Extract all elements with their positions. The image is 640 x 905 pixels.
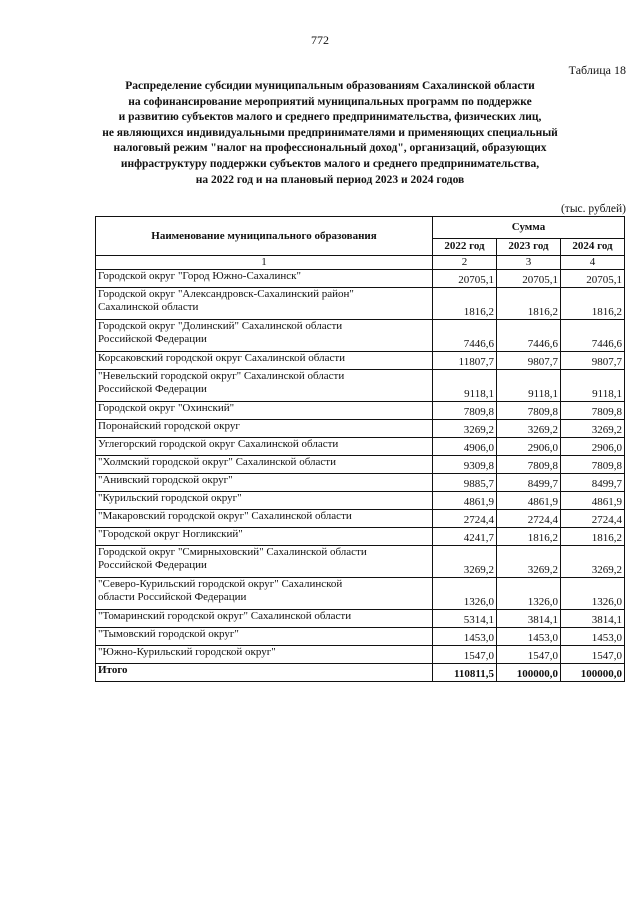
- column-number: 2: [433, 256, 497, 270]
- amount-cell: 7446,6: [561, 320, 625, 352]
- amount-cell: 4861,9: [433, 492, 497, 510]
- amount-cell: 3269,2: [433, 546, 497, 578]
- amount-cell: 7446,6: [433, 320, 497, 352]
- amount-cell: 11807,7: [433, 352, 497, 370]
- amount-cell: 3269,2: [433, 420, 497, 438]
- municipality-name: [96, 352, 433, 370]
- municipality-name: [96, 646, 433, 664]
- header-name-column: Наименование муниципального образования: [96, 217, 433, 256]
- municipality-name: [96, 456, 433, 474]
- amount-cell: 1816,2: [561, 528, 625, 546]
- amount-cell: 2906,0: [497, 438, 561, 456]
- amount-cell: 2906,0: [561, 438, 625, 456]
- municipality-name: [96, 370, 433, 402]
- amount-cell: 1453,0: [497, 628, 561, 646]
- amount-cell: 1326,0: [433, 578, 497, 610]
- column-number: 3: [497, 256, 561, 270]
- amount-cell: 7809,8: [497, 456, 561, 474]
- municipality-name: [96, 402, 433, 420]
- table-row: [96, 402, 625, 420]
- amount-cell: 1816,2: [497, 528, 561, 546]
- table-row: [96, 270, 625, 288]
- municipality-name-line: Сахалинской области: [98, 301, 199, 313]
- amount-cell: 1547,0: [433, 646, 497, 664]
- municipality-name-line: Городской округ "Долинский" Сахалинской области: [98, 320, 343, 332]
- amount-cell: 1816,2: [433, 288, 497, 320]
- amount-cell: 8499,7: [561, 474, 625, 492]
- total-label: Итого: [96, 664, 433, 682]
- municipality-name: [96, 288, 433, 320]
- municipality-name: [96, 270, 433, 288]
- municipality-name-line: Корсаковский городской округ Сахалинской области: [98, 352, 346, 364]
- amount-cell: 3269,2: [497, 546, 561, 578]
- municipality-name-line: Городской округ "Охинский": [98, 402, 235, 414]
- municipality-name-line: "Курильский городской округ": [98, 492, 242, 504]
- table-row: [96, 370, 625, 402]
- municipality-name-line: "Городской округ Ногликский": [98, 528, 243, 540]
- municipality-name: [96, 578, 433, 610]
- table-row: [96, 492, 625, 510]
- municipality-name-line: Городской округ "Город Южно-Сахалинск": [98, 270, 301, 282]
- municipality-name: [96, 528, 433, 546]
- municipality-name: [96, 492, 433, 510]
- municipality-name: [96, 510, 433, 528]
- amount-cell: 8499,7: [497, 474, 561, 492]
- municipality-name-line: "Невельский городской округ" Сахалинской области: [98, 370, 345, 382]
- municipality-name-line: "Холмский городской округ" Сахалинской области: [98, 456, 336, 468]
- table-row: [96, 288, 625, 320]
- column-number: 1: [96, 256, 433, 270]
- municipality-name-line: Российской Федерации: [98, 559, 207, 571]
- table-row: [96, 420, 625, 438]
- header-year: 2023 год: [497, 238, 561, 255]
- amount-cell: 9309,8: [433, 456, 497, 474]
- amount-cell: 1453,0: [433, 628, 497, 646]
- amount-cell: 9807,7: [561, 352, 625, 370]
- amount-cell: 20705,1: [433, 270, 497, 288]
- municipality-name-line: "Южно-Курильский городской округ": [98, 646, 276, 658]
- title-line: налоговый режим "налог на профессиональный доход", организаций, образующих: [113, 142, 547, 155]
- municipality-name: [96, 546, 433, 578]
- amount-cell: 1816,2: [561, 288, 625, 320]
- amount-cell: 9118,1: [433, 370, 497, 402]
- municipality-name-line: Городской округ "Смирныховский" Сахалинской области: [98, 546, 367, 558]
- units-note: (тыс. рублей): [560, 203, 626, 215]
- amount-cell: 7809,8: [561, 456, 625, 474]
- amount-cell: 2724,4: [497, 510, 561, 528]
- amount-cell: 4906,0: [433, 438, 497, 456]
- table-row: [96, 528, 625, 546]
- title-line: Распределение субсидии муниципальным образованиям Сахалинской области: [125, 80, 535, 92]
- amount-cell: 2724,4: [561, 510, 625, 528]
- amount-cell: 7446,6: [497, 320, 561, 352]
- municipality-name-line: "Макаровский городской округ" Сахалинской области: [98, 510, 352, 522]
- amount-cell: 20705,1: [561, 270, 625, 288]
- municipality-name: [96, 628, 433, 646]
- amount-cell: 3269,2: [561, 546, 625, 578]
- municipality-name-line: "Томаринский городской округ" Сахалинской области: [98, 610, 352, 622]
- municipality-name: [96, 438, 433, 456]
- amount-cell: 4241,7: [433, 528, 497, 546]
- header-year: 2022 год: [433, 238, 497, 255]
- municipality-name-line: "Анивский городской округ": [98, 474, 233, 486]
- title-line: и развитию субъектов малого и среднего предпринимательства, физических лиц,: [118, 111, 542, 124]
- municipality-name-line: Российской Федерации: [98, 383, 207, 395]
- amount-cell: 3814,1: [497, 610, 561, 628]
- column-number: 4: [561, 256, 625, 270]
- municipality-name-line: Городской округ "Александровск-Сахалинский район": [98, 288, 354, 300]
- amount-cell: 1547,0: [561, 646, 625, 664]
- total-row: [96, 664, 625, 682]
- total-amount-cell: 110811,5: [433, 664, 497, 682]
- table-row: [96, 352, 625, 370]
- municipality-name: [96, 420, 433, 438]
- amount-cell: 9807,7: [497, 352, 561, 370]
- municipality-name: [96, 474, 433, 492]
- table-row: [96, 628, 625, 646]
- table-row: [96, 578, 625, 610]
- amount-cell: 4861,9: [561, 492, 625, 510]
- amount-cell: 9885,7: [433, 474, 497, 492]
- total-amount-cell: 100000,0: [497, 664, 561, 682]
- amount-cell: 3269,2: [561, 420, 625, 438]
- total-amount-cell: 100000,0: [561, 664, 625, 682]
- amount-cell: 9118,1: [561, 370, 625, 402]
- municipality-name: [96, 320, 433, 352]
- amount-cell: 1547,0: [497, 646, 561, 664]
- header-sum-column: Сумма: [433, 217, 625, 239]
- municipality-name-line: "Тымовский городской округ": [98, 628, 239, 640]
- table-row: [96, 320, 625, 352]
- title-line: на 2022 год и на плановый период 2023 и 2024 годов: [195, 173, 465, 186]
- municipality-name-line: области Российской Федерации: [98, 591, 247, 603]
- amount-cell: 1816,2: [497, 288, 561, 320]
- subsidy-table: [95, 216, 625, 682]
- amount-cell: 4861,9: [497, 492, 561, 510]
- municipality-name-line: "Северо-Курильский городской округ" Сахалинской: [98, 578, 343, 590]
- amount-cell: 7809,8: [433, 402, 497, 420]
- page-number: 772: [311, 33, 329, 47]
- amount-cell: 20705,1: [497, 270, 561, 288]
- table-row: [96, 474, 625, 492]
- amount-cell: 1326,0: [561, 578, 625, 610]
- amount-cell: 1453,0: [561, 628, 625, 646]
- table-label: Таблица 18: [568, 63, 626, 77]
- title-line: инфраструктуру поддержки субъектов малого и среднего предпринимательства,: [120, 157, 540, 170]
- table-row: [96, 546, 625, 578]
- table-row: [96, 510, 625, 528]
- header-year: 2024 год: [561, 238, 625, 255]
- amount-cell: 5314,1: [433, 610, 497, 628]
- municipality-name: [96, 610, 433, 628]
- amount-cell: 9118,1: [497, 370, 561, 402]
- table-row: [96, 646, 625, 664]
- table-row: [96, 610, 625, 628]
- municipality-name-line: Российской Федерации: [98, 333, 207, 345]
- amount-cell: 2724,4: [433, 510, 497, 528]
- amount-cell: 7809,8: [497, 402, 561, 420]
- table-row: [96, 438, 625, 456]
- amount-cell: 7809,8: [561, 402, 625, 420]
- table-row: [96, 456, 625, 474]
- title-line: не являющихся индивидуальными предпринимателями и применяющих специальный: [102, 126, 558, 139]
- amount-cell: 3269,2: [497, 420, 561, 438]
- amount-cell: 3814,1: [561, 610, 625, 628]
- document-title: [80, 79, 580, 188]
- amount-cell: 1326,0: [497, 578, 561, 610]
- municipality-name-line: Углегорский городской округ Сахалинской области: [98, 438, 339, 450]
- municipality-name-line: Поронайский городской округ: [98, 420, 240, 432]
- title-line: на софинансирование мероприятий муниципальных программ по поддержке: [128, 95, 532, 108]
